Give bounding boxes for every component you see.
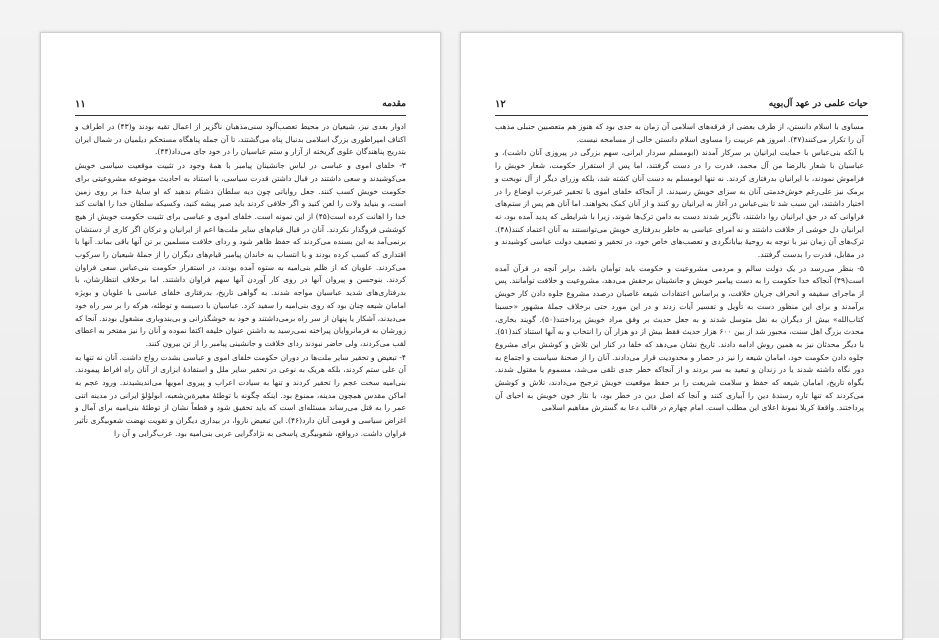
header-rule xyxy=(75,115,406,116)
paragraph: مساوی با اسلام دانستن، از طرف بعضی از فرقه‌های اسلامی آن زمان به حدی بود که هنوز هم متعصبین حنبلی مذهب آن را تکرار می‌کنند(۴۷). امروز هم عربیت را مساوی اسلام دانستن خالی از مسامحه نیست. xyxy=(495,122,864,144)
paragraph: ۴- تبعیض و تحقیر سایر ملت‌ها در دوران حکومت خلفای اموی و عباسی بشدت رواج داشت. آنان نه تنها به آن علی ستم کردند، بلکه هریک به نوعی در تحقیر سایر ملل و استفادهٔ ابزاری از آنان راه افراط پیمودند. بنی‌امیه سخت عجم را تحقیر کردند و تنها به سیادت اعراب و پیروی امویها می‌اندیشیدند. ورود عجم به اماکن مقدس همچون مدینه، ممنوع بود. اینکه چگونه با توطئهٔ مغیرةبن‌شعبه، ابولؤلؤ ایرانی در مدینه اتنی عمر را به قتل می‌رساند مسئله‌ای است که باید تحقیق شود و قطعاً نشان از توطئهٔ بنی‌امیه برای آمال و اغراض سیاسی و قومی آنان دارد(۴۶). این تبعیض ناروا، در بیداری دیگران و تقویت نهضت شعوبیگری تأثیر فراوان داشت. درواقع، شعوبیگری پاسخی به نژادگرایی عربی بنی‌امیه بود. عرب‌گرایی و آن را xyxy=(75,352,406,438)
header-rule xyxy=(495,115,868,116)
body-text xyxy=(495,121,864,416)
paragraph: با آنکه بنی‌عباس با حمایت ایرانیان بر سرکار آمدند (ابومسلم سردار ایرانی، سهم بزرگی در پیروزی آنان داشت)، و عباسیان با شعار بالرضا من آل محمد، قدرت را در دست گرفتند، اما پس از استقرار حکومت، شعار خویش را فراموش نمودند، با ایرانیان بدرفتاری کردند. نه تنها ابومسلم به دست آنان کشته شد، بلکه وزرای دیگر از آل نوبخت و برمک نیز علی‌رغم خوش‌خدمتی آنان به سزای خویش رسیدند. از آنجاکه خلفای اموی با تحقیر غیرعرب اوضاع را در اختیار داشتند، این سبب شد تا بنی‌عباس در آغاز به ایرانیان رو کنند و از آنان کمک بخواهند. اما آنان هم پس از ستم‌های فراوانی که در حق ایرانیان روا داشتند، ناگزیر شدند دست به دامن ترک‌ها شوند، زیرا با شرایطی که پدید آمده بود، نه ایرانیان دل خوشی از خلافت داشتند و نه امرای عباسی به خاطر بدرفتاری خویش می‌توانستند به آنان اعتماد کنند(۴۸). ترک‌های آن زمان نیز با توجه به روحیهٔ بیابانگردی و تعصب‌های خاص خود، در تحقیر و تضعیف دولت عباسی کوشیدند و در مقابل، قدرت را بدست گرفتند. xyxy=(495,148,864,260)
running-header xyxy=(495,99,868,113)
page-left xyxy=(40,32,441,640)
paragraph: ۳- خلفای اموی و عباسی در لباس جانشینان پیامبر با همهٔ وجود در تثبیت موقعیت سیاسی خویش می‌کوشیدند و سعی داشتند در قبال داشتن قدرت سیاسی، با استناد به احادیث موضوعه مشروعیتی برای حکومت خویش کسب کنند. جعل روایاتی چون دیه سلطان دشنام ندهید که او سایهٔ خدا بر روی زمین است، و بنیاید ولات را لعن کنید و اگر خلافی کردند باید صبر پیشه کنید، وکسیکه سلطان خدا را اهانت کند خدا را اهانت کرده است(۴۵) از این نمونه است. خلفای اموی و عباسی برای تثبیت حکومت خویش از هیچ کوششی فروگذار نکردند. آنان در قبال قیام‌های سایر ملت‌ها اعم از ایرانیان و ترکان اگر کاری از دستشان برنمی‌آمد به این بسنده می‌کردند که حفظ ظاهر شود و ردای خلافت مسلمین بر تن آنها باقی بماند. آنها با اقتداری که کسب کرده بودند و با انتساب به خاندان پیامبر قیام‌های دیگران را از جملهٔ شیعیان را سرکوب می‌کردند. علویان که از ظلم بنی‌امیه به ستوه آمده بودند، در استقرار حکومت بنی‌عباس سعی فراوان کردند. بنوحسن و پیروان آنها در روی کار آوردن آنها سهم فراوان داشتند. اما برخلاف انتظارشان، با بدرفتاری‌های شدید عباسیان مواجه شدند. به گواهی تاریخ، بدرفتاری خلفای عباسی با علویان و بویژه امامان شیعه چنان بود که روی بنی‌امیه را سفید کرد. عباسیان با دسیسه و توطئه، هرکه را بر سر راه خود می‌دیدند، آشکار یا پنهان از سر راه برمی‌داشتند و خود به خوشگذرانی و بی‌بندوباری مشغول بودند. آنجا که زورشان به فرمانروایان پیراخته نمی‌رسید به داشتن عنوان خلیفه اکتفا نموده و آنان را نیز مفتخر به اعطای لقب می‌کردند، ولی حاضر نبودند ردای خلافت و جانشینی پیامبر را از تن بیرون کنند. xyxy=(75,161,406,348)
body-text xyxy=(75,121,406,442)
page-right xyxy=(460,32,903,640)
running-header xyxy=(75,99,406,113)
header-title: مقدمه xyxy=(382,99,406,109)
paragraph: ۵- بنظر می‌رسد در یک دولت سالم و مردمی مشروعیت و حکومت باید توأمان باشد. برابر آنچه در قرآن آمده است(۴۹) آنجاکه خدا حکومت را به دست پیامبر خویش و جانشینان برحقش می‌دهد، مشروعیت و خلافت توأمانند. پس از ماجرای سقیفه و انحراف جریان خلافت، و براساس اعتقادات شیعه غاصبان درصدد مشروع جلوه دادن کار خویش برآمدند و برای این منظور دست به تأویل و تفسیر آیات زدند و در این مورد حتی برخلاف جملهٔ مشهور «حسبنا کتاب‌الله» بیش از دیگران به نقل متوسل شدند و به جعل حدیث بر وفق مراد خویش پرداختند(۵۰). گویند بخاری، محدث بزرگ اهل سنت، مجبور شد از بین ۶۰۰ هزار حدیث فقط بیش از دو هزار آن را انتخاب و به آنها استناد کند(۵۱). با دیگر محدثان نیز به همین روش ادامه دادند. تاریخ نشان می‌دهد که خلفا در کنار این تلاش و کوشش برای مشروع جلوه دادن حکومت خود، امامان شیعه را نیز در حصار و محدودیت قرار می‌دادند. آنان را از صحنهٔ سیاست و اجتماع به دور نگاه داشته شدند یا در زندان و تبعید به سر بردند و از آنجاکه خطر جدی تلقی می‌شد، مسموم یا مقتول شدند. بگواه تاریخ، امامان شیعه که حفظ و سلامت شریعت را بر حفظ موقعیت خویش ترجیح می‌دادند، تلاش و کوشش می‌کردند که تنها تاره رسندهٔ دین را آبیاری کنند و آنجا که اصل دین در خطر بود، با نثار خون خویش به احیای آن پرداختند. واقعهٔ کربلا نمونهٔ اعلای این مطلب است. امام چهارم در قالب دعا به گسترش مفاهیم اسلامی xyxy=(495,263,864,413)
header-title: حیات علمی در عهد آل‌بویه xyxy=(768,99,868,109)
page-number: ۱۲ xyxy=(495,99,506,110)
paragraph: ادوار بعدی نیز، شیعیان در محیط تعصب‌آلود سنی‌مذهبان ناگزیر از اعمال تقیه بودند و(۴۳) در اطراف و اکناف امپراطوری بزرگ اسلامی بدنبال پناه می‌گشتند، تا آن جمله پناهگاه مستحکم دیلمیان در شمال ایران بتدریج پناهندگان علوی گریخته از آزار و ستم عباسیان را در خود جای می‌داد(۴۴). xyxy=(75,122,406,157)
page-number: ۱۱ xyxy=(75,99,86,110)
